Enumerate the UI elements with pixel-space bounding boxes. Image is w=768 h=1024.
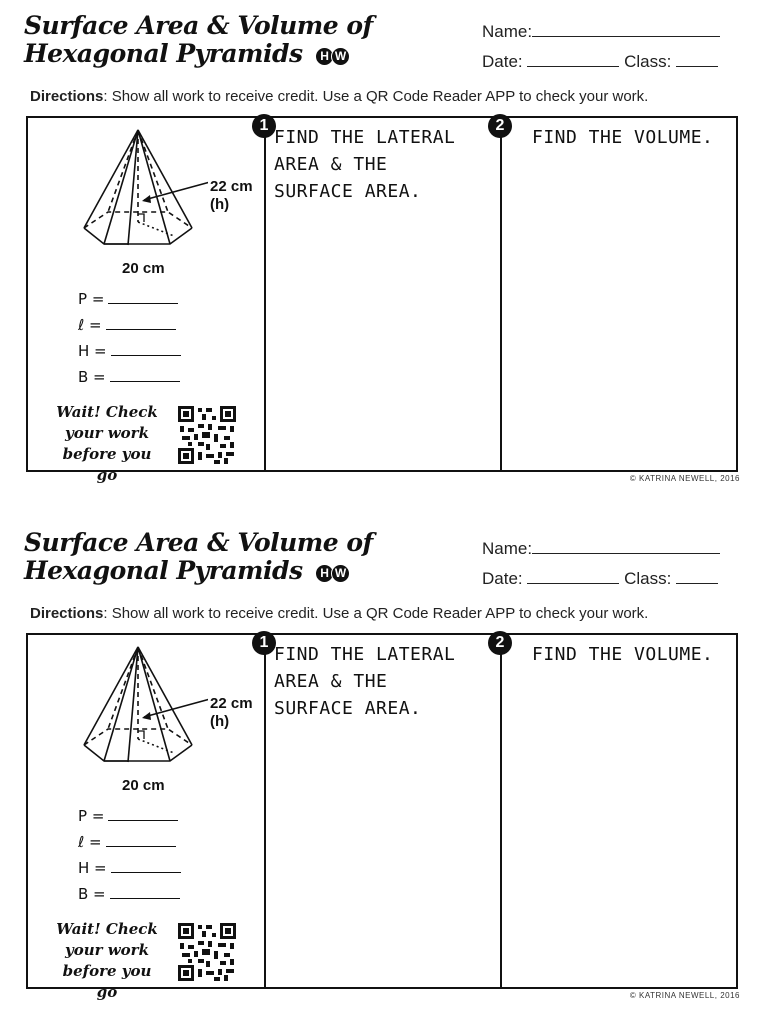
- check-work-note: [52, 402, 162, 486]
- task-2-work-area[interactable]: [512, 158, 732, 458]
- variable-slant-height[interactable]: [78, 833, 176, 851]
- name-label: Name:: [482, 539, 533, 558]
- class-label: Class:: [624, 569, 672, 588]
- variable-label: P =: [78, 290, 105, 308]
- variable-label: H =: [78, 859, 107, 877]
- column-divider-2: [500, 118, 502, 470]
- date-class-row: [482, 569, 718, 589]
- title-line-1: Surface Area & Volume of: [24, 11, 373, 40]
- class-line[interactable]: [676, 569, 718, 584]
- directions-text: : Show all work to receive credit. Use a QR Code Reader APP to check your work.: [103, 605, 649, 622]
- variable-pyramid-height[interactable]: [78, 342, 181, 360]
- hw-letter-h: H: [315, 564, 334, 583]
- homework-badge: [315, 559, 347, 587]
- date-class-row: [482, 52, 718, 72]
- name-field[interactable]: [482, 539, 720, 559]
- title-line-2: Hexagonal Pyramids: [24, 39, 303, 68]
- check-work-note: [52, 919, 162, 1003]
- variable-base-area[interactable]: [78, 368, 180, 386]
- date-line[interactable]: [527, 52, 619, 67]
- hexagonal-pyramid-figure: [78, 641, 208, 781]
- variable-label: ℓ =: [78, 833, 102, 851]
- answer-blank[interactable]: [108, 291, 178, 304]
- name-label: Name:: [482, 22, 533, 41]
- variable-perimeter[interactable]: [78, 807, 178, 825]
- title-line-1: Surface Area & Volume of: [24, 528, 373, 557]
- variable-perimeter[interactable]: [78, 290, 178, 308]
- hexagonal-pyramid-figure: [78, 124, 208, 264]
- task-2-prompt: FIND THE VOLUME.: [532, 644, 714, 665]
- base-dimension-label: 20 cm: [122, 777, 165, 794]
- task-1-prompt: FIND THE LATERAL AREA & THE SURFACE AREA.: [274, 644, 456, 719]
- task-1-prompt: FIND THE LATERAL AREA & THE SURFACE AREA.: [274, 127, 456, 202]
- qr-code-icon[interactable]: [178, 406, 236, 464]
- directions-text: : Show all work to receive credit. Use a QR Code Reader APP to check your work.: [103, 88, 649, 105]
- copyright: © KATRINA NEWELL, 2016: [629, 991, 740, 1000]
- answer-blank[interactable]: [110, 886, 180, 899]
- hw-letter-w: W: [331, 564, 350, 583]
- task-1-work-area[interactable]: [274, 725, 494, 975]
- column-divider-2: [500, 635, 502, 987]
- homework-badge: [315, 42, 347, 70]
- variable-label: B =: [78, 885, 106, 903]
- directions: [30, 605, 648, 622]
- height-text: 22 cm (h): [210, 695, 253, 730]
- directions-label: Directions: [30, 88, 104, 105]
- height-dimension-label: [210, 178, 253, 214]
- height-dimension-label: [210, 695, 253, 731]
- task-1-number: 1: [252, 631, 276, 655]
- name-line[interactable]: [532, 22, 720, 37]
- variable-label: B =: [78, 368, 106, 386]
- hw-letter-h: H: [315, 47, 334, 66]
- height-text: 22 cm (h): [210, 178, 253, 213]
- answer-blank[interactable]: [106, 317, 176, 330]
- base-dimension-label: 20 cm: [122, 260, 165, 277]
- date-label: Date:: [482, 52, 523, 71]
- column-divider-1: [264, 635, 266, 987]
- answer-blank[interactable]: [108, 808, 178, 821]
- check-text: Wait! Check your work before you go: [56, 403, 158, 484]
- worksheet-title: [24, 12, 373, 70]
- answer-blank[interactable]: [106, 834, 176, 847]
- worksheet: [0, 517, 768, 1017]
- copyright: © KATRINA NEWELL, 2016: [629, 474, 740, 483]
- variable-label: H =: [78, 342, 107, 360]
- variable-base-area[interactable]: [78, 885, 180, 903]
- task-2-work-area[interactable]: [512, 675, 732, 975]
- qr-code-icon[interactable]: [178, 923, 236, 981]
- date-line[interactable]: [527, 569, 619, 584]
- answer-blank[interactable]: [110, 369, 180, 382]
- variable-slant-height[interactable]: [78, 316, 176, 334]
- directions: [30, 88, 648, 105]
- answer-blank[interactable]: [111, 860, 181, 873]
- check-text: Wait! Check your work before you go: [56, 920, 158, 1001]
- title-line-2: Hexagonal Pyramids: [24, 556, 303, 585]
- variable-pyramid-height[interactable]: [78, 859, 181, 877]
- worksheet: [0, 0, 768, 500]
- column-divider-1: [264, 118, 266, 470]
- class-label: Class:: [624, 52, 672, 71]
- task-2-number: 2: [488, 631, 512, 655]
- class-line[interactable]: [676, 52, 718, 67]
- date-label: Date:: [482, 569, 523, 588]
- task-1-work-area[interactable]: [274, 208, 494, 458]
- variable-label: P =: [78, 807, 105, 825]
- variable-label: ℓ =: [78, 316, 102, 334]
- answer-blank[interactable]: [111, 343, 181, 356]
- directions-label: Directions: [30, 605, 104, 622]
- hw-letter-w: W: [331, 47, 350, 66]
- task-2-number: 2: [488, 114, 512, 138]
- worksheet-title: [24, 529, 373, 587]
- task-1-number: 1: [252, 114, 276, 138]
- task-2-prompt: FIND THE VOLUME.: [532, 127, 714, 148]
- name-line[interactable]: [532, 539, 720, 554]
- name-field[interactable]: [482, 22, 720, 42]
